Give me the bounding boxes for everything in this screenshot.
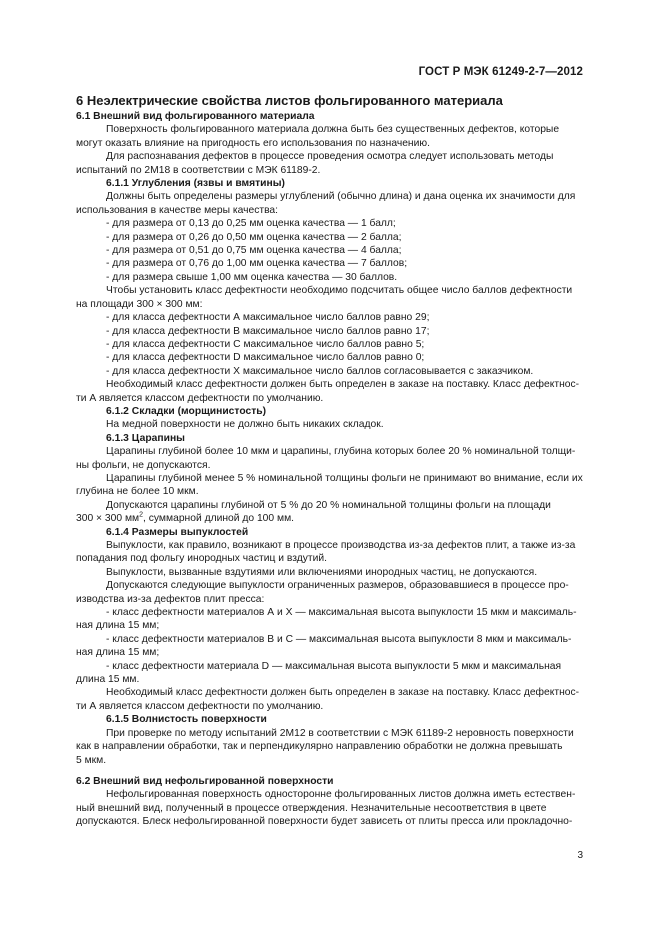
list-item: - для класса дефектности С максимальное число баллов равно 5; [106,338,425,350]
paragraph-cont: испытаний по 2М18 в соответствии с МЭК 61189-2. [76,164,321,176]
section-title: 6 Неэлектрические свойства листов фольгированного материала [76,93,503,108]
superscript: 2 [139,511,144,519]
list-item: - для размера от 0,13 до 0,25 мм оценка качества — 1 балл; [106,218,396,230]
paragraph-cont: попадания под фольгу инородных частиц и вздутий. [76,553,327,565]
list-item: - для размера от 0,51 до 0,75 мм оценка качества — 4 балла; [106,245,402,257]
list-item: - класс дефектности материалов А и Х — максимальная высота выпуклости 15 мкм и максималь- [106,607,577,619]
paragraph-cont: глубина не более 10 мкм. [76,486,199,498]
paragraph: Необходимый класс дефектности должен быть определен в заказе на поставку. Класс дефектнос- [106,379,580,391]
list-item: - класс дефектности материалов В и С — максимальная высота выпуклости 8 мкм и максималь- [106,633,572,645]
subsection-6-1-2-title: 6.1.2 Складки (морщинистость) [106,405,266,417]
document-code: ГОСТ Р МЭК 61249-2-7—2012 [418,66,583,78]
paragraph-cont: могут оказать влияние на пригодность его использования по назначению. [76,137,430,149]
paragraph: Для распознавания дефектов в процессе проведения осмотра следует использовать методы [106,151,554,163]
list-item: - для размера от 0,26 до 0,50 мм оценка качества — 2 балла; [106,231,402,243]
subsection-6-1-3-title: 6.1.3 Царапины [106,432,185,444]
list-item: - для класса дефектности D максимальное число баллов равно 0; [106,352,425,364]
paragraph: Допускаются следующие выпуклости ограниченных размеров, образовавшиеся в процессе про- [106,580,569,592]
paragraph: Необходимый класс дефектности должен быть определен в заказе на поставку. Класс дефектнос- [106,687,580,699]
list-item: - для класса дефектности Х максимальное число баллов согласовывается с заказчиком. [106,365,534,377]
paragraph-cont: ны фольги, не допускаются. [76,459,211,471]
subsection-6-1-1-title: 6.1.1 Углубления (язвы и вмятины) [106,178,285,190]
paragraph: Царапины глубиной менее 5 % номинальной толщины фольги не принимают во внимание, если их [106,472,583,484]
page-content [76,92,584,829]
paragraph: Царапины глубиной более 10 мкм и царапины, глубина которых более 20 % номинальной толщи- [106,446,576,458]
list-item-cont: длина 15 мм. [76,674,140,686]
paragraph-cont: изводства из-за дефектов плит пресса: [76,593,265,605]
area-text: 300 × 300 мм [76,513,140,525]
subsection-6-1-5-title: 6.1.5 Волнистость поверхности [106,714,267,726]
paragraph-cont: на площади 300 × 300 мм: [76,298,203,310]
subsection-6-1-title: 6.1 Внешний вид фольгированного материала [76,111,315,122]
list-item-cont: ная длина 15 мм; [76,620,160,632]
list-item: - для размера свыше 1,00 мм оценка качества — 30 баллов. [106,271,398,283]
list-item: - для размера от 0,76 до 1,00 мм оценка качества — 7 баллов; [106,258,408,270]
paragraph: Чтобы установить класс дефектности необходимо подсчитать общее число баллов дефектности [106,285,573,297]
list-item: - для класса дефектности В максимальное число баллов равно 17; [106,325,430,337]
page-number: 3 [577,850,583,861]
subsection-6-1-4-title: 6.1.4 Размеры выпуклостей [106,526,249,538]
paragraph: Выпуклости, как правило, возникают в процессе производства из-за дефектов плит, а также из-за [106,540,576,551]
list-item: - класс дефектности материала D — максимальная высота выпуклости 5 мкм и максимальная [106,660,562,672]
paragraph-cont [76,512,584,525]
paragraph: Допускаются царапины глубиной от 5 % до 20 % номинальной толщины фольги на площади [106,499,551,511]
paragraph: На медной поверхности не должно быть никаких складок. [106,419,384,431]
paragraph: Поверхность фольгированного материала должна быть без существенных дефектов, которые [106,124,560,136]
subsection-6-2-title: 6.2 Внешний вид нефольгированной поверхности [76,775,334,787]
paragraph-cont: как в направлении обработки, так и перпендикулярно направлению обработки не должна превышать [76,741,563,753]
paragraph: Выпуклости, вызванные вздутиями или включениями инородных частиц, не допускаются. [106,566,538,578]
paragraph-cont: использования в качестве меры качества: [76,204,279,216]
paragraph-cont: ный внешний вид, полученный в процессе отверждения. Незначительные несоответствия в цвете [76,802,547,814]
list-item: - для класса дефектности А максимальное число баллов равно 29; [106,312,430,324]
paragraph-cont: ти А является классом дефектности по умолчанию. [76,700,324,712]
area-text-cont: , суммарной длиной до 100 мм. [143,513,295,525]
paragraph-cont: ти А является классом дефектности по умолчанию. [76,392,324,404]
paragraph: Нефольгированная поверхность односторонне фольгированных листов должна иметь естествен- [106,789,576,801]
list-item-cont: ная длина 15 мм; [76,647,160,659]
paragraph: При проверке по методу испытаний 2М12 в соответствии с МЭК 61189-2 неровность поверхности [106,727,574,739]
paragraph-cont: 5 мкм. [76,754,107,766]
paragraph-cont: допускаются. Блеск нефольгированной поверхности будет зависеть от плиты пресса или прокладочно- [76,816,573,828]
paragraph: Должны быть определены размеры углублений (обычно длина) и дана оценка их значимости для [106,191,576,203]
